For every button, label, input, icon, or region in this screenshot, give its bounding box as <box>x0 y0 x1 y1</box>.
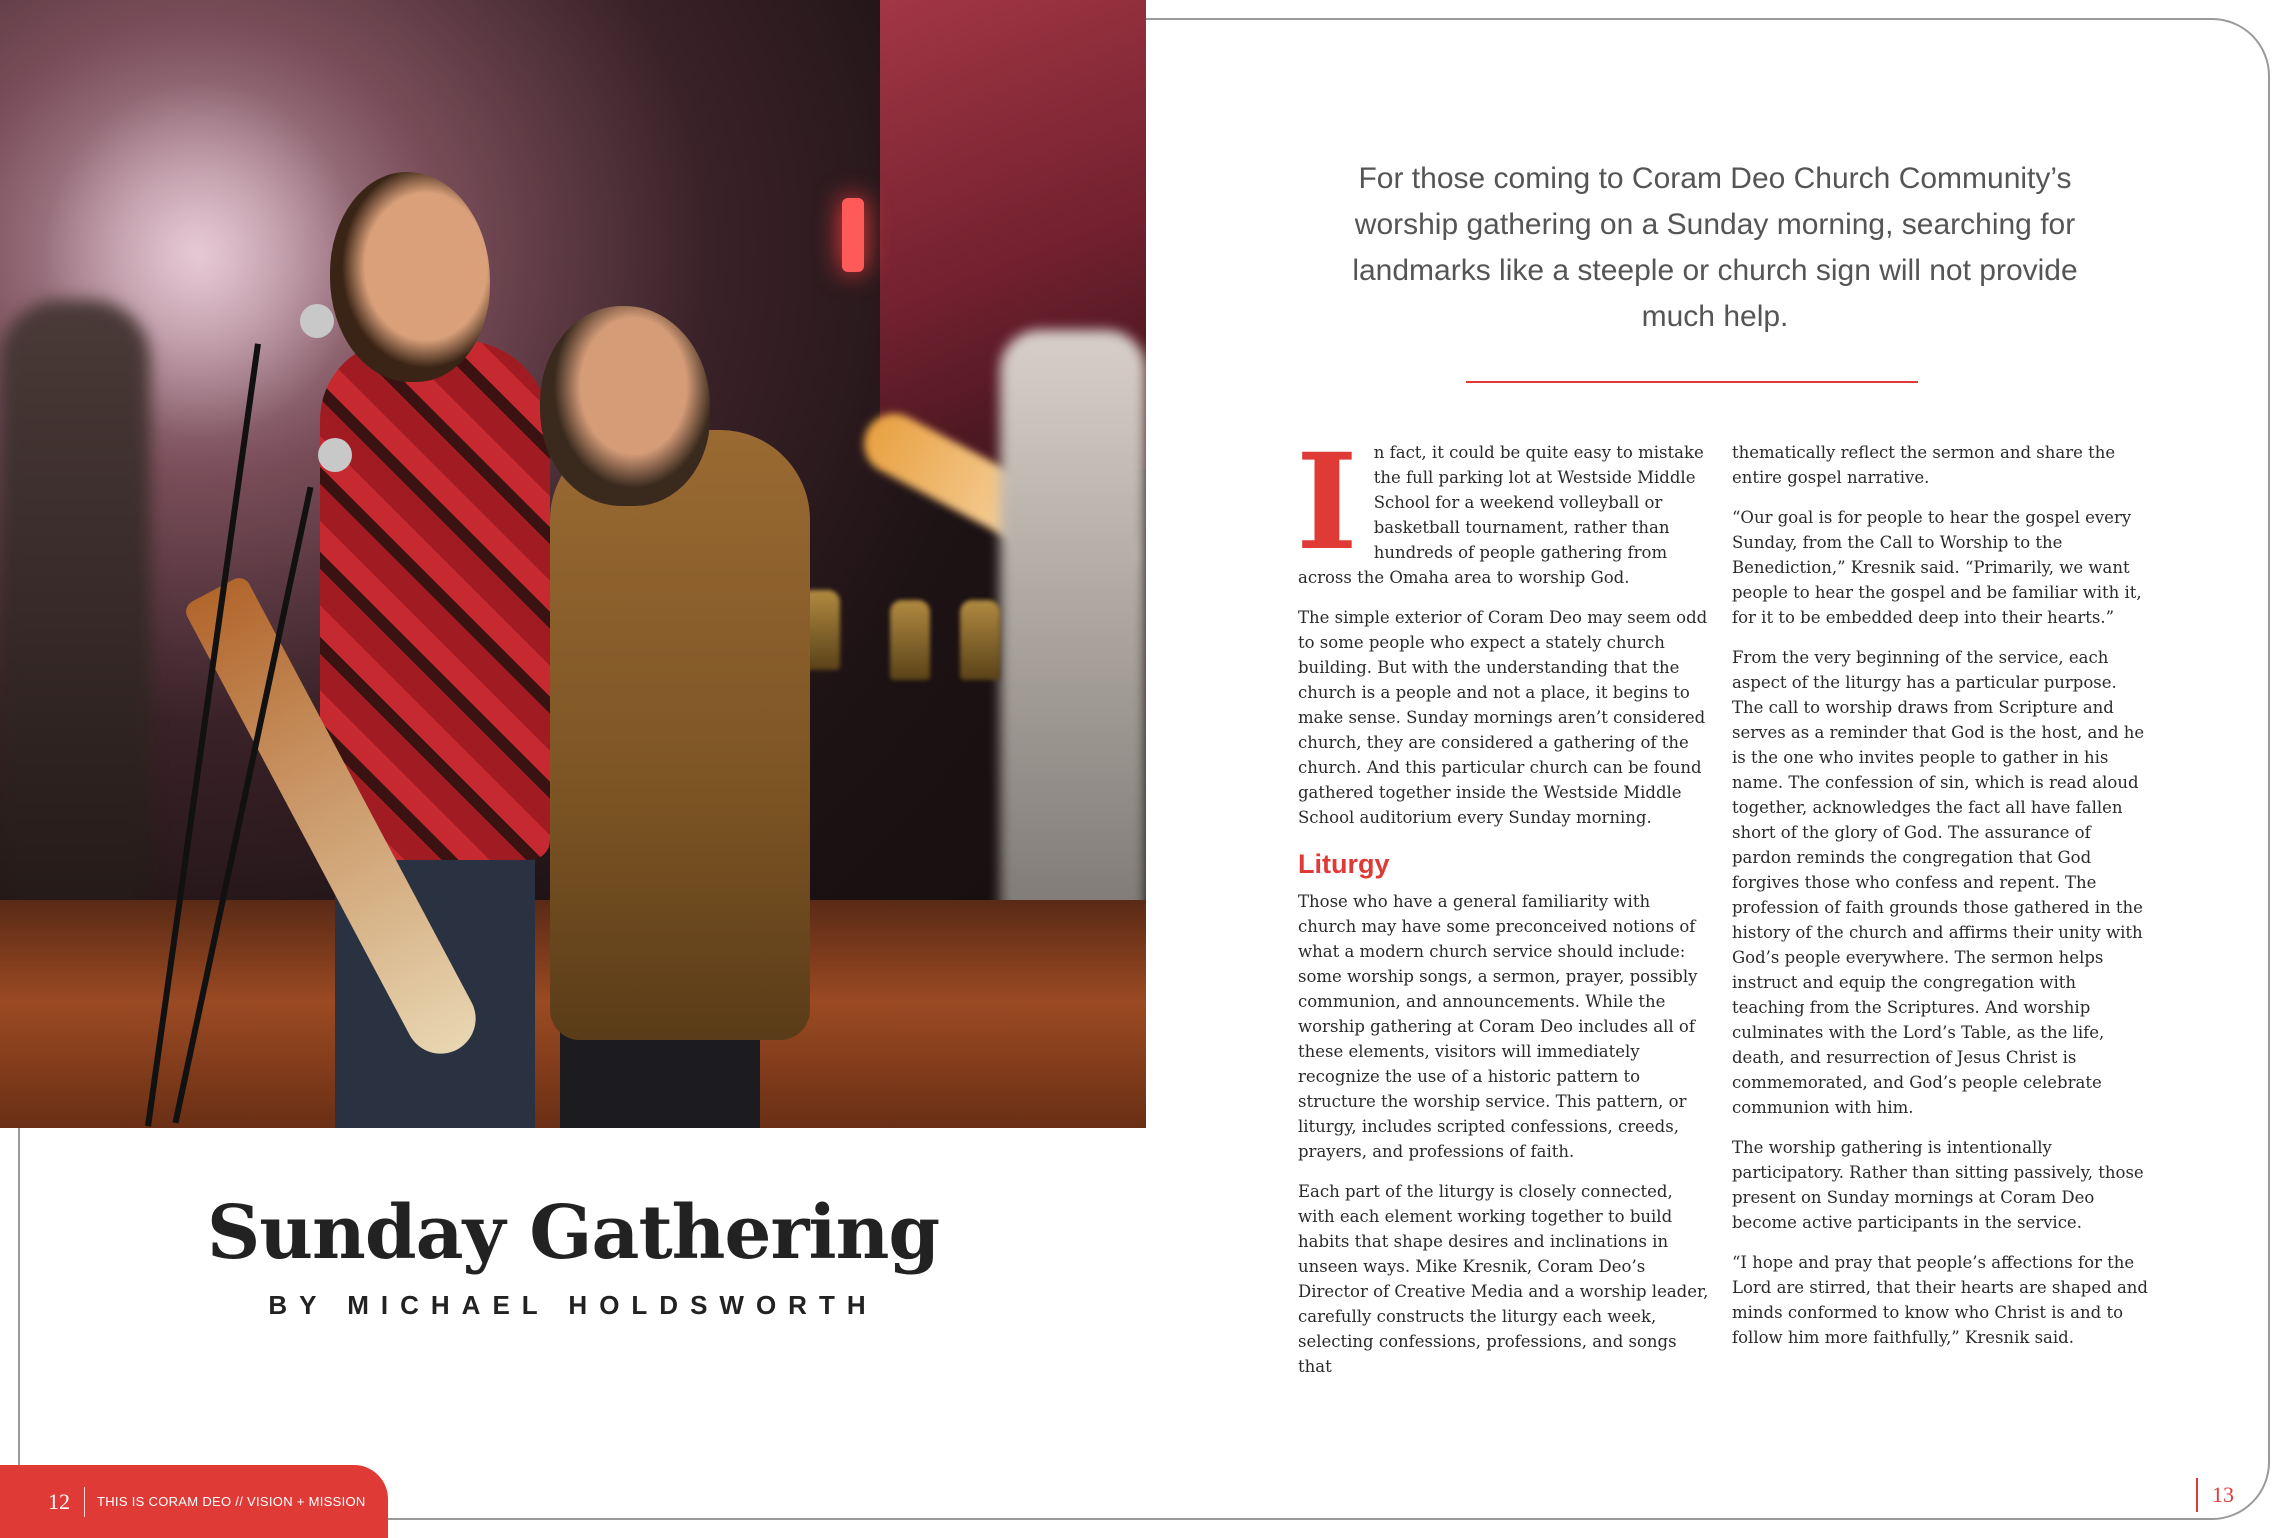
body-paragraph: “Our goal is for people to hear the gospel every Sunday, from the Call to Worship to the Benediction,” Kresnik said. “Primarily, we want people to hear the gospel and be familiar with it, for it to be embedded deep into their hearts.” <box>1732 508 2142 627</box>
drop-cap: I <box>1296 425 1358 580</box>
left-page-number: 12 <box>0 1487 85 1517</box>
body-paragraph: The worship gathering is intentionally participatory. Rather than sitting passively, those present on Sunday mornings at Coram Deo become active participants in the service. <box>1732 1138 2144 1232</box>
body-paragraph: The simple exterior of Coram Deo may seem odd to some people who expect a stately church building. But with the understanding that the church is a people and not a place, it begins to make sense. Sunday mornings aren’t considered church, they are considered a gathering of the church. And this particular church can be found gathered together inside the Westside Middle School auditorium every Sunday morning. <box>1298 608 1708 827</box>
body-paragraph: Those who have a general familiarity with church may have some preconceived notions of what a modern church service should include: some worship songs, a sermon, prayer, possibly communion, and announcements. While the worship gathering at Coram Deo includes all of these elements, visitors will immediately recognize the use of a historic pattern to structure the worship service. This pattern, or liturgy, includes scripted confessions, creeds, prayers, and professions of faith. <box>1298 892 1698 1161</box>
body-paragraph: From the very beginning of the service, each aspect of the liturgy has a particular purpose. The call to worship draws from Scripture and serves as a reminder that God is the host, and he is the one who invites people to gather in his name. The confession of sin, which is read aloud together, acknowledges the fact all have fallen short of the glory of God. The assurance of pardon reminds the congregation that God forgives those who confess and repent. The profession of faith grounds those gathered in the history of the church and affirms their unity with God’s people everywhere. The sermon helps instruct and equip the congregation with teaching from the Scriptures. And worship culminates with the Lord’s Table, as the life, death, and resurrection of Jesus Christ is commemorated, and God’s people celebrate communion with him. <box>1732 648 2145 1117</box>
body-column-2 <box>1732 440 2152 1365</box>
body-paragraph: thematically reflect the sermon and share the entire gospel narrative. <box>1732 443 2116 487</box>
right-page-number: 13 <box>2196 1478 2234 1512</box>
body-paragraph: Each part of the liturgy is closely connected, with each element working together to build habits that shape desires and inclinations in unseen ways. Mike Kresnik, Coram Deo’s Director of Creative Media and a worship leader, carefully constructs the liturgy each week, selecting confessions, professions, and songs that <box>1298 1182 1709 1376</box>
divider-rule <box>1466 381 1918 383</box>
body-paragraph: In fact, it could be quite easy to mistake the full parking lot at Westside Middle School for a weekend volleyball or basketball tournament, rather than hundreds of people gathering from across the Omaha area to worship God. <box>1296 425 1704 587</box>
article-byline: BY MICHAEL HOLDSWORTH <box>268 1290 878 1320</box>
publication-name: THIS IS CORAM DEO // VISION + MISSION <box>97 1494 366 1509</box>
body-paragraph: “I hope and pray that people’s affections for the Lord are stirred, that their hearts are shaped and minds conformed to know who Christ is and to follow him more faithfully,” Kresnik said. <box>1732 1253 2148 1347</box>
article-title: Sunday Gathering <box>206 1190 940 1276</box>
section-heading: Liturgy <box>1298 849 1390 879</box>
body-column-1 <box>1296 425 1710 1394</box>
footer-left-tab <box>0 1465 388 1538</box>
worship-band-photo <box>0 0 1146 1128</box>
intro-deck: For those coming to Coram Deo Church Community’s worship gathering on a Sunday morning, searching for landmarks like a steeple or church sign will not provide much help. <box>1352 162 2078 333</box>
